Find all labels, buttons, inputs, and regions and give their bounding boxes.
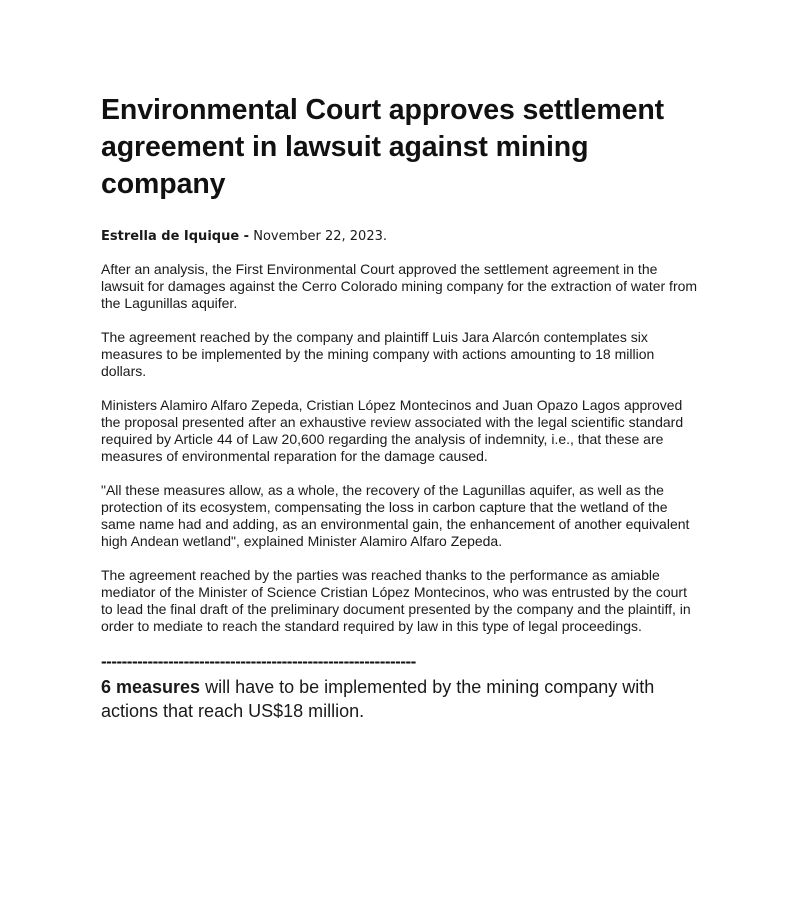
article xyxy=(101,92,701,723)
article-title: Environmental Court approves settlement agreement in lawsuit against mining company xyxy=(101,94,665,200)
byline-source: Estrella de Iquique - xyxy=(101,229,250,244)
highlight-text: will have to be implemented by the mining company with actions that reach US$18 million. xyxy=(101,677,655,721)
dashed-divider: ------------------------------------------------------------- xyxy=(101,653,416,671)
paragraph-1: After an analysis, the First Environmental Court approved the settlement agreement in the lawsuit for damages against the Cerro Colorado mining company for the extraction of water from the Lagunillas aquifer. xyxy=(101,261,698,311)
byline-date: November 22, 2023. xyxy=(253,229,388,244)
byline xyxy=(101,228,701,246)
paragraph-5: The agreement reached by the parties was reached thanks to the performance as amiable mediator of the Minister of Science Cristian López Montecinos, who was entrusted by the court to lead the final draft of the preliminary document presented by the company and the plaintiff, in order to mediate to reach the standard required by law in this type of legal proceedings. xyxy=(101,567,691,634)
paragraph-2: The agreement reached by the company and plaintiff Luis Jara Alarcón contemplates six measures to be implemented by the mining company with actions amounting to 18 million dollars. xyxy=(101,329,655,379)
article-body xyxy=(101,261,701,635)
highlight-bold: 6 measures xyxy=(101,677,201,697)
highlight-callout xyxy=(101,675,701,723)
paragraph-4: "All these measures allow, as a whole, the recovery of the Lagunillas aquifer, as well as the protection of its ecosystem, compensating the loss in carbon capture that the wetland of the same name had and adding, as an environmental gain, the enhancement of another equivalent high Andean wetland", explained Minister Alamiro Alfaro Zepeda. xyxy=(101,482,690,549)
paragraph-3: Ministers Alamiro Alfaro Zepeda, Cristian López Montecinos and Juan Opazo Lagos approved the proposal presented after an exhaustive review associated with the legal scientific standard required by Article 44 of Law 20,600 regarding the analysis of indemnity, i.e., that these are measures of environmental reparation for the damage caused. xyxy=(101,397,684,464)
